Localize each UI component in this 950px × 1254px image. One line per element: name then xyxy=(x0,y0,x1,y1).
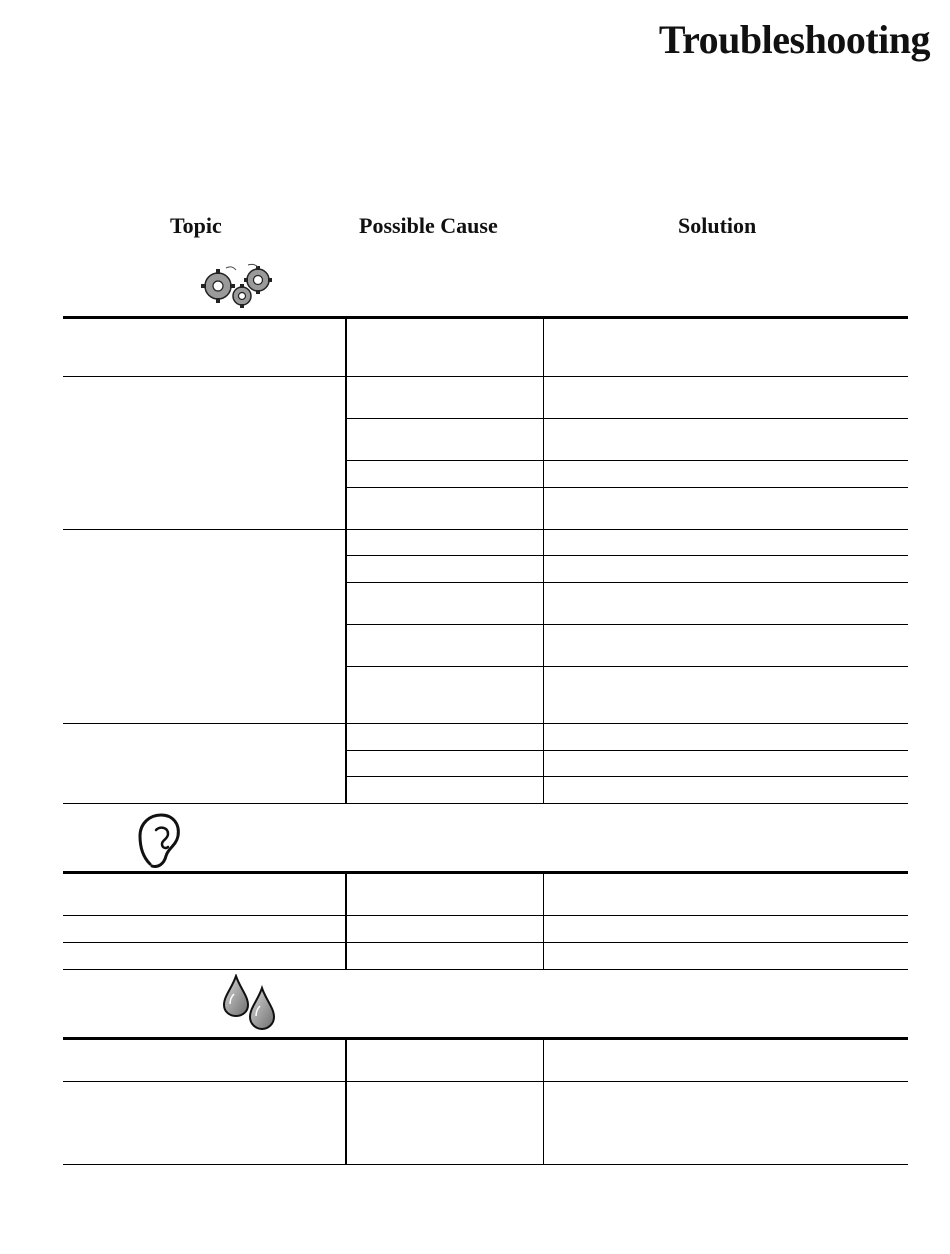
table-rule xyxy=(63,1037,908,1040)
table-rule xyxy=(346,555,908,556)
table-rule xyxy=(63,316,908,319)
table-rule xyxy=(346,418,908,419)
table-rule xyxy=(63,376,908,377)
table-rule xyxy=(346,624,908,625)
page-title: Troubleshooting xyxy=(658,17,930,62)
water-drops-icon xyxy=(220,974,280,1034)
column-divider xyxy=(345,318,347,803)
table-rule xyxy=(63,871,908,874)
column-header-possible-cause: Possible Cause xyxy=(359,213,498,238)
column-divider xyxy=(345,873,347,969)
table-rule xyxy=(63,803,908,804)
table-rule xyxy=(346,582,908,583)
table-rule xyxy=(63,969,908,970)
table-rule xyxy=(346,487,908,488)
table-rule xyxy=(63,723,908,724)
column-divider xyxy=(543,318,544,803)
table-rule xyxy=(346,666,908,667)
column-divider xyxy=(543,873,544,969)
column-header-solution: Solution xyxy=(678,213,757,238)
gears-icon xyxy=(196,262,276,310)
table-rule xyxy=(63,942,908,943)
table-rule xyxy=(63,529,908,530)
ear-icon xyxy=(136,812,184,870)
table-rule xyxy=(63,1164,908,1165)
table-rule xyxy=(63,1081,908,1082)
table-rule xyxy=(346,750,908,751)
column-header-topic: Topic xyxy=(170,213,222,238)
column-divider xyxy=(345,1039,347,1165)
column-divider xyxy=(543,1039,544,1165)
table-rule xyxy=(346,460,908,461)
table-rule xyxy=(346,776,908,777)
table-rule xyxy=(63,915,908,916)
